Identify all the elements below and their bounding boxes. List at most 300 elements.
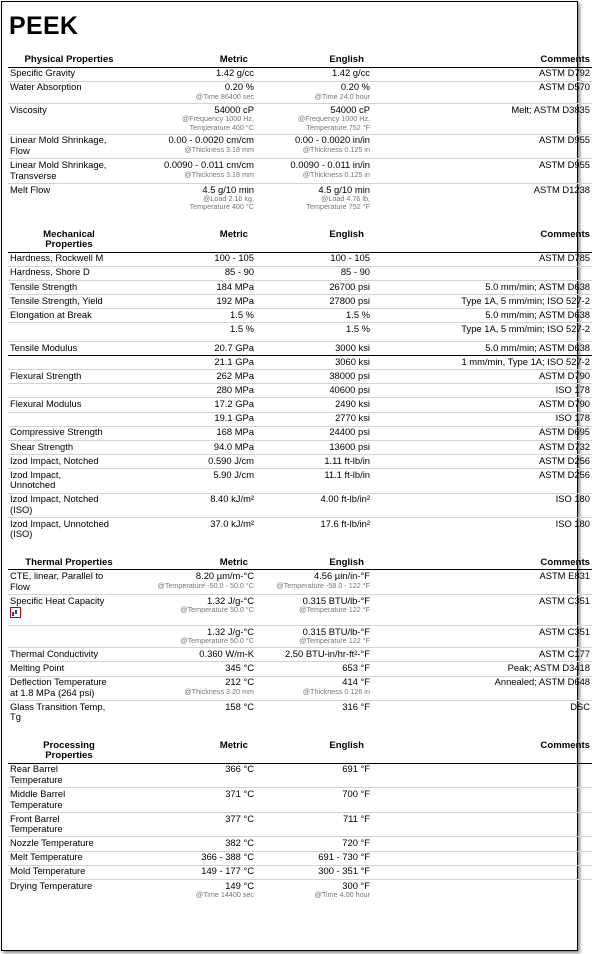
metric-condition: @Temperature -50.0 - 50.0 °C — [157, 580, 254, 590]
english-value: 54000 cP — [330, 103, 370, 115]
metric-value: 280 MPa — [216, 384, 254, 396]
english-value: 38000 psi — [329, 370, 370, 382]
header-text: Metric — [219, 228, 248, 240]
english-value: 316 °F — [342, 700, 370, 712]
metric-value — [128, 159, 254, 184]
header-text: English — [329, 54, 364, 65]
header-text: English — [329, 556, 364, 568]
metric-value: 8.20 µm/m-°C — [195, 570, 254, 582]
property-name — [8, 837, 128, 851]
comment: ASTM D792 — [370, 67, 592, 81]
property-name — [8, 342, 128, 356]
metric-value: 0.590 J/cm — [208, 454, 254, 466]
english-condition: @Temperature 122 °F — [299, 605, 370, 615]
property-name-text: Hardness, Rockwell M — [10, 252, 104, 264]
english-value: 0.0090 - 0.011 in/in — [290, 159, 370, 171]
property-name — [8, 159, 128, 184]
bar-chart-icon[interactable] — [10, 607, 21, 618]
property-name-text: Elongation at Break — [10, 308, 92, 320]
english-condition: @Thickness 0.125 in — [302, 144, 370, 154]
property-name-text: Hardness, Shore D — [10, 266, 90, 278]
property-name-text: Izod Impact, Unnotched — [10, 517, 110, 529]
english-value — [254, 594, 370, 625]
english-value — [254, 266, 370, 280]
property-name — [8, 648, 128, 662]
comment: ASTM D570 — [370, 81, 592, 103]
english-condition: @Thickness 0.125 in — [302, 169, 370, 179]
row-spacer — [10, 334, 128, 339]
section-header — [8, 54, 592, 67]
header-property — [8, 229, 128, 253]
metric-value — [128, 812, 254, 837]
property-name-text: Temperature — [10, 798, 63, 810]
property-name — [8, 134, 128, 159]
property-name — [8, 81, 128, 103]
english-value: 85 - 90 — [340, 266, 370, 278]
english-value — [254, 370, 370, 384]
english-value: 4.00 ft-lb/in² — [320, 493, 370, 505]
metric-value — [128, 676, 254, 701]
metric-value: 158 °C — [225, 700, 254, 712]
header-text: Metric — [219, 556, 248, 568]
metric-condition: @Thickness 3.18 mm — [184, 169, 254, 179]
metric-value: 5.90 J/cm — [213, 468, 254, 480]
english-value: 0.315 BTU/lb-°F — [302, 625, 370, 637]
comment: 5.0 mm/min; ASTM D638 — [370, 342, 592, 356]
english-value — [254, 454, 370, 468]
property-name — [8, 323, 128, 342]
property-name — [8, 851, 128, 865]
comment: ASTM E831 — [370, 570, 592, 595]
property-name — [8, 701, 128, 725]
metric-value: 377 °C — [225, 812, 254, 824]
property-name — [8, 676, 128, 701]
metric-value — [128, 625, 254, 647]
property-name-text: Tensile Modulus — [10, 341, 78, 353]
metric-value: 0.360 W/m-K — [199, 648, 254, 660]
property-name — [8, 594, 128, 625]
comment: ASTM C351 — [370, 625, 592, 647]
english-value — [254, 308, 370, 322]
header-text: Comments — [540, 54, 590, 65]
property-name-text: Nozzle Temperature — [10, 837, 94, 849]
table-row — [8, 594, 592, 625]
property-name — [8, 570, 128, 595]
header-text: English — [329, 228, 364, 240]
table-row — [8, 370, 592, 384]
english-value: 653 °F — [342, 662, 370, 674]
table-row — [8, 676, 592, 701]
metric-condition: @Temperature 50.0 °C — [180, 605, 254, 615]
comment: ASTM D256 — [370, 468, 592, 493]
table-row — [8, 81, 592, 103]
english-condition: @Frequency 1000 Hz, — [297, 114, 370, 124]
comment: Annealed; ASTM D648 — [370, 676, 592, 701]
property-name-text: Specific Gravity — [10, 67, 76, 79]
english-condition: @Temperature -58.0 - 122 °F — [276, 580, 370, 590]
property-name-text: Flexural Strength — [10, 370, 82, 382]
metric-value — [128, 662, 254, 676]
property-name-text: Rear Barrel — [10, 763, 58, 775]
metric-condition: @Load 2.16 kg, — [203, 194, 254, 204]
header-text: Metric — [219, 54, 248, 65]
comment: Type 1A, 5 mm/min; ISO 527-2 — [370, 294, 592, 308]
comment: ASTM D695 — [370, 426, 592, 440]
property-name-text: Middle Barrel — [10, 788, 66, 800]
table-row — [8, 865, 592, 879]
comment: ASTM D955 — [370, 134, 592, 159]
table-row — [8, 384, 592, 398]
english-value — [254, 865, 370, 879]
english-value — [254, 183, 370, 213]
header-text: Mechanical — [43, 228, 95, 240]
english-value — [254, 67, 370, 81]
metric-value: 184 MPa — [216, 280, 254, 292]
metric-value — [128, 323, 254, 342]
table-row — [8, 493, 592, 518]
comment: ISO 178 — [370, 412, 592, 426]
comment: DSC — [570, 700, 590, 712]
metric-value — [128, 493, 254, 518]
header-text: Processing — [43, 739, 95, 751]
english-value — [254, 701, 370, 725]
header-text: Properties — [45, 750, 93, 762]
header-text: Properties — [45, 239, 93, 251]
english-value: 691 °F — [342, 763, 370, 775]
english-value: 414 °F — [342, 676, 370, 688]
english-value: 0.00 - 0.0020 in/in — [294, 134, 370, 146]
property-name-text: Melt Temperature — [10, 851, 83, 863]
english-value — [254, 81, 370, 103]
table-row — [8, 183, 592, 213]
property-name — [8, 493, 128, 518]
comment: Type 1A, 5 mm/min; ISO 527-2 — [370, 323, 592, 342]
property-name — [8, 294, 128, 308]
metric-value — [128, 342, 254, 356]
comment: ISO 178 — [370, 384, 592, 398]
english-value — [254, 837, 370, 851]
header-comments — [370, 229, 592, 253]
table-row — [8, 280, 592, 294]
property-name-text: Viscosity — [10, 103, 47, 115]
metric-value — [128, 103, 254, 134]
english-value — [254, 788, 370, 813]
property-name — [8, 308, 128, 322]
table-row — [8, 518, 592, 542]
comment: Peak; ASTM D3418 — [370, 662, 592, 676]
english-value: 2.50 BTU-in/hr-ft²-°F — [284, 648, 370, 660]
english-value: 720 °F — [342, 837, 370, 849]
english-value: 711 °F — [342, 812, 370, 824]
english-value — [254, 662, 370, 676]
property-name — [8, 356, 128, 370]
english-value: 1.42 g/cc — [331, 67, 370, 79]
property-name — [8, 879, 128, 901]
metric-value: 1.32 J/g-°C — [207, 625, 254, 637]
metric-value — [128, 384, 254, 398]
property-name-text: Izod Impact, Notched — [10, 493, 99, 505]
property-name-text: Linear Mold Shrinkage, — [10, 134, 107, 146]
english-value — [254, 518, 370, 542]
header-text: Physical Properties — [24, 54, 114, 65]
metric-value — [128, 865, 254, 879]
metric-value — [128, 398, 254, 412]
comment: ASTM D955 — [370, 159, 592, 184]
header-english — [254, 740, 370, 764]
property-name — [8, 370, 128, 384]
table-row — [8, 879, 592, 901]
header-metric — [128, 54, 254, 67]
english-value — [254, 323, 370, 342]
metric-value: 149 - 177 °C — [201, 865, 254, 877]
table-row — [8, 812, 592, 837]
english-value: 300 - 351 °F — [318, 865, 370, 877]
property-name-text: Glass Transition Temp, — [10, 700, 106, 712]
metric-value — [128, 570, 254, 595]
comment: ASTM D790 — [370, 398, 592, 412]
datasheet-frame — [1, 1, 590, 951]
comment: ASTM D256 — [370, 454, 592, 468]
table-row — [8, 67, 592, 81]
metric-value: 0.20 % — [224, 81, 254, 93]
property-name-text — [10, 357, 128, 368]
property-name-text: Unnotched — [10, 479, 56, 491]
comment — [370, 788, 592, 813]
metric-value — [128, 81, 254, 103]
section-header — [8, 740, 592, 764]
table-row — [8, 252, 592, 266]
metric-value: 192 MPa — [216, 294, 254, 306]
metric-value — [128, 440, 254, 454]
english-value — [254, 648, 370, 662]
english-value — [254, 103, 370, 134]
metric-value — [128, 356, 254, 370]
table-row — [8, 837, 592, 851]
english-value — [254, 342, 370, 356]
property-name-text: Flow — [10, 580, 30, 592]
property-name-text: (ISO) — [10, 528, 33, 540]
english-value — [254, 384, 370, 398]
english-value — [254, 493, 370, 518]
english-condition: @Thickness 0.126 in — [302, 686, 370, 696]
header-metric — [128, 229, 254, 253]
metric-value: 1.42 g/cc — [215, 67, 254, 79]
table-row — [8, 763, 592, 788]
property-name-text: Thermal Conductivity — [10, 648, 99, 660]
header-text: Thermal Properties — [25, 556, 113, 568]
property-name-text — [10, 385, 128, 396]
metric-condition: Temperature 400 °C — [189, 122, 254, 132]
header-comments — [370, 54, 592, 67]
metric-value: 8.40 kJ/m² — [210, 493, 254, 505]
table-row — [8, 426, 592, 440]
property-name-text: Drying Temperature — [10, 879, 93, 891]
header-metric — [128, 557, 254, 570]
comment: 5.0 mm/min; ASTM D638 — [370, 280, 592, 294]
table-row — [8, 788, 592, 813]
english-value — [254, 851, 370, 865]
metric-value: 345 °C — [225, 662, 254, 674]
comment — [370, 879, 592, 901]
metric-condition: @Temperature 50.0 °C — [180, 636, 254, 646]
property-name-text: Flow — [10, 144, 30, 156]
metric-value — [128, 252, 254, 266]
metric-value — [128, 763, 254, 788]
english-value — [254, 356, 370, 370]
english-value — [254, 134, 370, 159]
english-value: 1.5 % — [346, 308, 370, 320]
english-value: 26700 psi — [329, 280, 370, 292]
comment: ASTM D1238 — [533, 183, 590, 195]
metric-value: 0.00 - 0.0020 cm/cm — [168, 134, 254, 146]
header-text: English — [329, 739, 364, 751]
property-name — [8, 454, 128, 468]
english-value: 4.56 µin/in-°F — [313, 570, 370, 582]
table-row — [8, 308, 592, 322]
comment: 5.0 mm/min; ASTM D638 — [370, 308, 592, 322]
property-name — [8, 812, 128, 837]
english-value — [254, 879, 370, 901]
header-english — [254, 54, 370, 67]
metric-value — [128, 67, 254, 81]
english-value — [254, 468, 370, 493]
metric-condition: @Thickness 3.18 mm — [184, 144, 254, 154]
property-name-text: Tg — [10, 711, 21, 723]
header-text: Metric — [219, 739, 248, 751]
header-property — [8, 740, 128, 764]
property-name — [8, 103, 128, 134]
english-value: 3060 ksi — [335, 356, 370, 367]
metric-value: 94.0 MPa — [213, 440, 254, 452]
table-row — [8, 159, 592, 184]
header-english — [254, 229, 370, 253]
property-name-text: Izod Impact, Notched — [10, 454, 99, 466]
metric-value — [128, 879, 254, 901]
comment: ASTM D732 — [370, 440, 592, 454]
english-value — [254, 398, 370, 412]
metric-value: 212 °C — [225, 676, 254, 688]
property-name-text: Temperature — [10, 823, 63, 835]
header-metric — [128, 740, 254, 764]
metric-value — [128, 594, 254, 625]
property-name-text: Melt Flow — [10, 183, 51, 195]
property-name-text: Water Absorption — [10, 81, 82, 93]
table-row — [8, 266, 592, 280]
property-name-text: Deflection Temperature — [10, 676, 107, 688]
property-name — [8, 518, 128, 542]
metric-value: 366 °C — [225, 763, 254, 775]
english-condition: @Time 4.00 hour — [314, 890, 370, 900]
comment: ISO 180 — [555, 517, 590, 529]
header-text: Comments — [540, 556, 590, 568]
metric-value — [128, 851, 254, 865]
metric-value: 4.5 g/10 min — [202, 183, 254, 195]
metric-condition: @Time 86400 sec — [195, 91, 254, 101]
comment: ASTM D790 — [370, 370, 592, 384]
english-value: 700 °F — [342, 788, 370, 800]
table-row — [8, 134, 592, 159]
metric-value: 262 MPa — [216, 370, 254, 382]
property-name-text: Izod Impact, — [10, 468, 62, 480]
metric-value — [128, 648, 254, 662]
english-value: 1.5 % — [346, 322, 370, 334]
metric-value: 1.5 % — [230, 308, 254, 320]
metric-value — [128, 308, 254, 322]
comment: ISO 180 — [370, 493, 592, 518]
property-name-text: Front Barrel — [10, 812, 60, 824]
section-physical — [8, 54, 592, 214]
english-value: 3000 ksi — [335, 341, 370, 353]
metric-value: 366 - 388 °C — [201, 851, 254, 863]
property-name — [8, 67, 128, 81]
english-value: 0.315 BTU/lb-°F — [302, 594, 370, 606]
property-name — [8, 426, 128, 440]
property-name — [8, 280, 128, 294]
english-value — [254, 763, 370, 788]
metric-value: 371 °C — [225, 788, 254, 800]
english-value — [254, 252, 370, 266]
english-value: 300 °F — [342, 879, 370, 891]
english-value: 17.6 ft-lb/in² — [320, 517, 370, 529]
english-condition: Temperature 752 °F — [306, 122, 370, 132]
metric-value: 168 MPa — [216, 426, 254, 438]
table-row — [8, 851, 592, 865]
english-value — [254, 570, 370, 595]
english-value — [254, 812, 370, 837]
section-processing — [8, 740, 592, 901]
metric-value: 85 - 90 — [224, 266, 254, 278]
property-name-text: Melting Point — [10, 662, 65, 674]
metric-value: 20.7 GPa — [214, 341, 254, 353]
english-value — [254, 625, 370, 647]
metric-value — [128, 454, 254, 468]
comment — [370, 763, 592, 788]
table-row — [8, 625, 592, 647]
english-value — [254, 412, 370, 426]
property-name — [8, 266, 128, 280]
metric-value: 37.0 kJ/m² — [210, 517, 254, 529]
table-row — [8, 294, 592, 308]
english-value — [254, 676, 370, 701]
metric-value: 0.0090 - 0.011 cm/cm — [164, 159, 254, 171]
section-thermal — [8, 557, 592, 725]
header-text: Comments — [540, 228, 590, 240]
english-value — [254, 440, 370, 454]
table-row — [8, 468, 592, 493]
metric-value — [128, 426, 254, 440]
metric-condition: @Time 14400 sec — [195, 890, 254, 900]
metric-value — [128, 134, 254, 159]
property-name-text: Compressive Strength — [10, 426, 103, 438]
property-name — [8, 252, 128, 266]
metric-value: 21.1 GPa — [214, 356, 254, 367]
metric-value — [128, 294, 254, 308]
metric-condition: Temperature 400 °C — [189, 202, 254, 212]
metric-value: 1.32 J/g-°C — [207, 594, 254, 606]
property-name — [8, 398, 128, 412]
property-name — [8, 384, 128, 398]
header-text: Comments — [540, 739, 590, 751]
metric-condition: @Frequency 1000 Hz, — [181, 114, 254, 124]
english-value: 2490 ksi — [335, 398, 370, 410]
comment — [370, 812, 592, 837]
comment: ASTM C351 — [370, 594, 592, 625]
comment: Melt; ASTM D3835 — [370, 103, 592, 134]
property-name-text: Temperature — [10, 773, 63, 785]
metric-value — [128, 468, 254, 493]
english-value — [254, 280, 370, 294]
metric-value — [128, 183, 254, 213]
